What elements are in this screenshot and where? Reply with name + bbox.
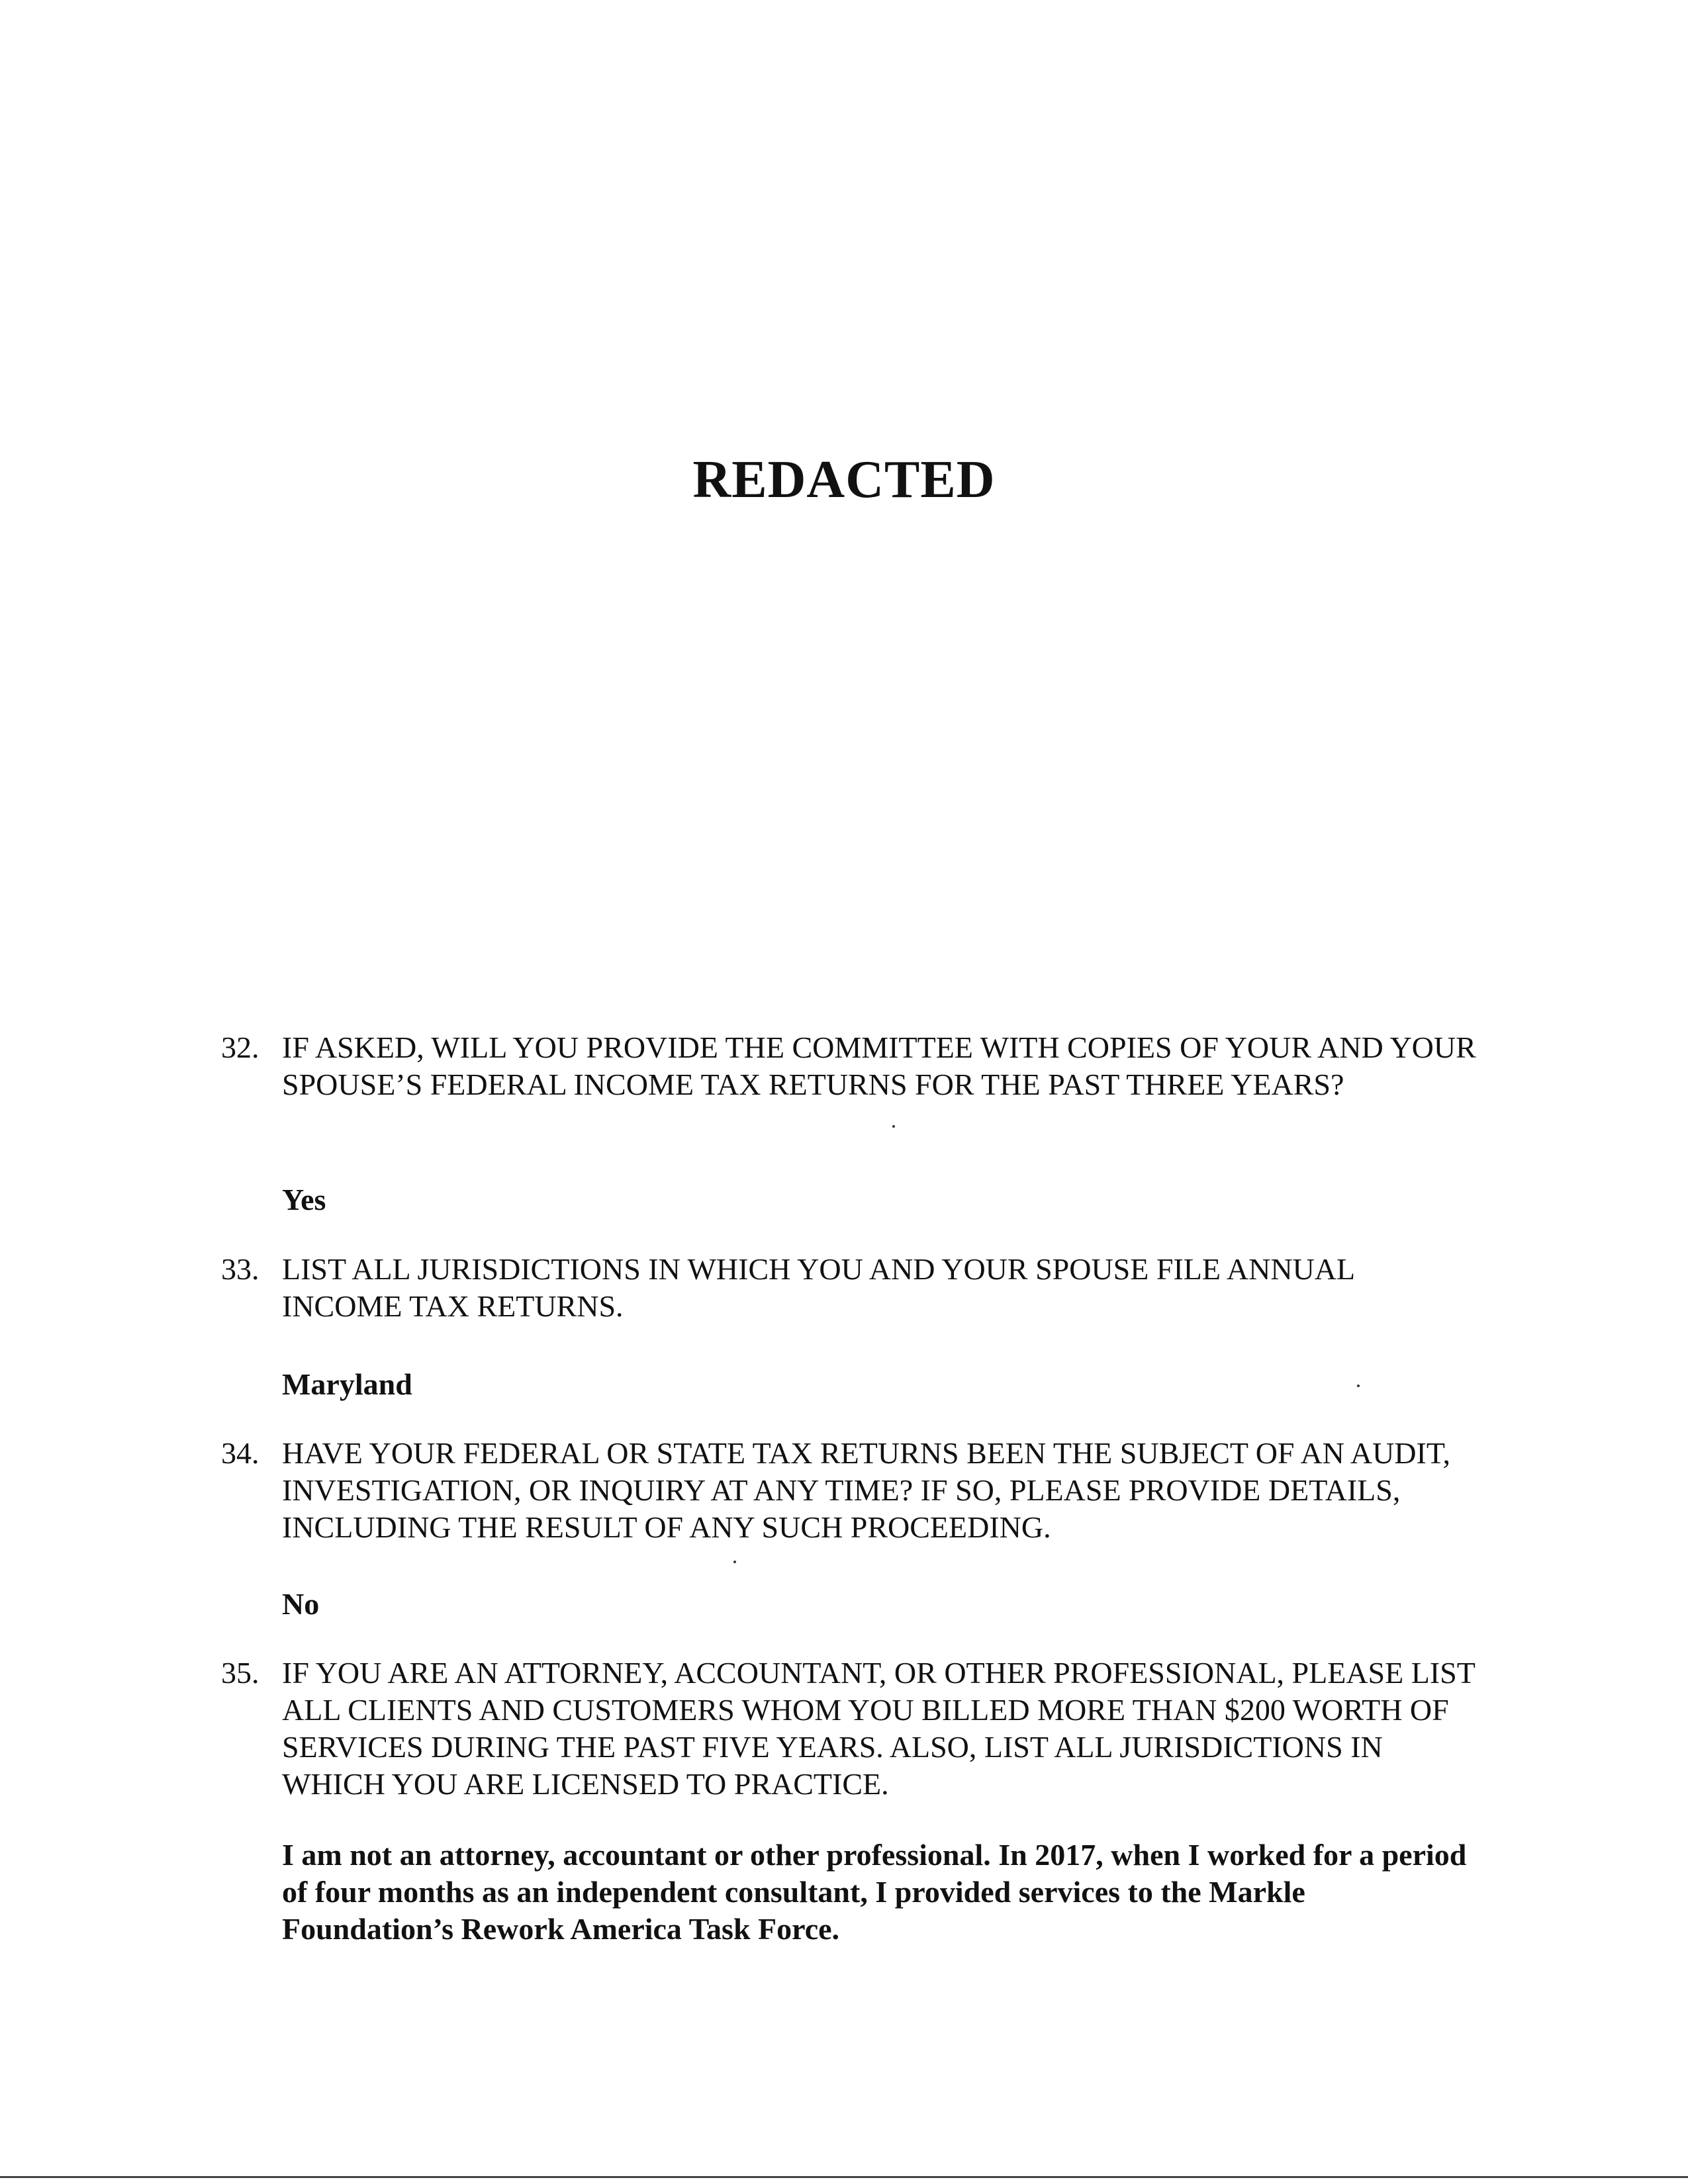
- question-text: LIST ALL JURISDICTIONS IN WHICH YOU AND YOUR SPOUSE FILE ANNUAL INCOME TAX RETURNS.: [282, 1252, 1354, 1323]
- question-number: 32.: [221, 1030, 259, 1064]
- question-34: [221, 1435, 1479, 1546]
- answer-34: No: [282, 1587, 320, 1621]
- answer-33: Maryland: [282, 1367, 412, 1401]
- question-text: IF ASKED, WILL YOU PROVIDE THE COMMITTEE WITH COPIES OF YOUR AND YOUR SPOUSE’S FEDERAL INCOME TAX RETURNS FOR THE PAST THREE YEARS?: [282, 1030, 1476, 1101]
- scan-speck: [892, 1125, 895, 1128]
- scan-speck: [1357, 1385, 1360, 1387]
- page-bottom-edge: [0, 2176, 1688, 2178]
- redacted-stamp: REDACTED: [692, 451, 996, 509]
- answer-32: Yes: [282, 1183, 326, 1216]
- question-number: 33.: [221, 1252, 259, 1286]
- question-33: [221, 1251, 1479, 1325]
- answer-35: I am not an attorney, accountant or other professional. In 2017, when I worked for a period of four months as an independent consultant, I provided services to the Markle Foundation’s Rework America Task Force.: [282, 1838, 1467, 1946]
- question-32: [221, 1029, 1479, 1103]
- question-text: IF YOU ARE AN ATTORNEY, ACCOUNTANT, OR OTHER PROFESSIONAL, PLEASE LIST ALL CLIENTS AND CUSTOMERS WHOM YOU BILLED MORE THAN $200 WORTH OF SERVICES DURING THE PAST FIVE YEARS. ALSO, LIST ALL JURISDICTIONS IN WHICH YOU ARE LICENSED TO PRACTICE.: [282, 1656, 1475, 1801]
- question-35: [221, 1655, 1479, 1803]
- question-number: 34.: [221, 1436, 259, 1470]
- scan-speck: [733, 1561, 736, 1563]
- question-text: HAVE YOUR FEDERAL OR STATE TAX RETURNS BEEN THE SUBJECT OF AN AUDIT, INVESTIGATION, OR INQUIRY AT ANY TIME? IF SO, PLEASE PROVIDE DETAILS, INCLUDING THE RESULT OF ANY SUCH PROCEEDING.: [282, 1436, 1451, 1544]
- question-number: 35.: [221, 1656, 259, 1690]
